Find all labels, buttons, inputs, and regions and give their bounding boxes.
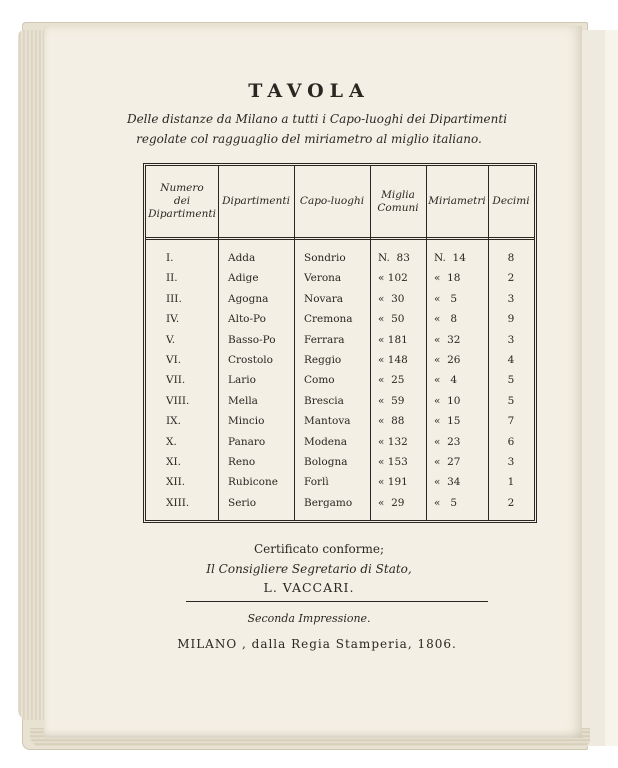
cell-miriametri: « 34 <box>434 476 461 489</box>
cell-miglia: « 191 <box>378 476 408 489</box>
signer-name: L. VACCARI. <box>263 580 355 595</box>
cell-miglia: « 50 <box>378 313 405 326</box>
cell-capo: Forlì <box>304 476 329 489</box>
cell-miglia: « 25 <box>378 374 405 387</box>
cell-decimi: 8 <box>507 252 515 264</box>
cell-decimi: 5 <box>507 374 515 387</box>
cell-dip: Alto-Po <box>228 313 266 326</box>
cell-capo: Mantova <box>304 415 351 428</box>
cell-decimi: 5 <box>507 394 515 407</box>
subtitle-line-1: Delle distanze da Milano a tutti i Capo-luoghi dei Dipartimenti <box>126 112 508 126</box>
header-dipartimenti: Dipartimenti <box>222 195 290 207</box>
cell-num: VII. <box>166 374 186 387</box>
cell-dip: Crostolo <box>228 354 273 366</box>
header-miglia: Miglia Comuni <box>377 188 419 214</box>
cell-num: VI. <box>166 354 182 366</box>
cell-decimi: 7 <box>507 415 515 428</box>
cell-miglia: « 148 <box>378 354 408 366</box>
cell-num: XIII. <box>166 496 190 509</box>
header-miriametri: Miriametri <box>428 195 486 207</box>
cell-decimi: 3 <box>507 333 515 346</box>
cell-miriametri: « 18 <box>434 272 461 285</box>
cell-miglia: « 153 <box>378 456 408 468</box>
cell-num: II. <box>166 272 178 285</box>
cell-miglia: « 59 <box>378 394 405 407</box>
header-capoluoghi: Capo-luoghi <box>299 195 365 207</box>
cell-dip: Panaro <box>228 435 266 448</box>
cell-miglia: « 132 <box>378 435 408 448</box>
cell-miriametri: « 27 <box>434 456 461 468</box>
cell-miriametri: « 5 <box>434 496 458 509</box>
cell-dip: Adda <box>228 252 256 264</box>
cell-capo: Verona <box>304 272 342 285</box>
cell-capo: Reggio <box>304 354 342 366</box>
cell-capo: Cremona <box>304 313 353 326</box>
cell-num: V. <box>166 333 176 346</box>
certification-line: Certificato conforme; <box>253 542 385 556</box>
cell-dip: Serio <box>228 496 257 509</box>
imprint-line: MILANO , dalla Regia Stamperia, 1806. <box>177 637 457 651</box>
distance-table <box>143 163 537 523</box>
cell-decimi: 3 <box>507 456 515 468</box>
cell-dip: Mella <box>228 394 258 407</box>
cell-miriametri: « 26 <box>434 354 461 366</box>
cell-dip: Adige <box>228 272 259 285</box>
cell-miglia: « 29 <box>378 496 405 509</box>
cell-capo: Modena <box>304 435 348 448</box>
impression-note: Seconda Impressione. <box>247 612 371 625</box>
cell-decimi: 3 <box>507 292 515 305</box>
cell-num: VIII. <box>166 394 190 407</box>
cell-dip: Mincio <box>228 415 265 428</box>
cell-miriametri: « 5 <box>434 292 458 305</box>
cell-capo: Sondrio <box>304 252 346 264</box>
cell-num: I. <box>166 252 174 264</box>
cell-decimi: 1 <box>507 476 515 489</box>
cell-decimi: 9 <box>507 313 515 326</box>
cell-dip: Lario <box>228 374 256 387</box>
cell-miriametri: « 15 <box>434 415 461 428</box>
cell-num: XI. <box>166 456 181 468</box>
cell-capo: Novara <box>304 292 343 305</box>
cell-num: X. <box>166 435 177 448</box>
consigliere-line: Il Consigliere Segretario di Stato, <box>206 562 412 576</box>
cell-miriametri: N. 14 <box>434 252 466 264</box>
header-numero: Numero dei Dipartimenti <box>148 182 216 220</box>
header-decimi: Decimi <box>492 195 530 207</box>
cell-num: III. <box>166 292 182 305</box>
cell-miriametri: « 4 <box>434 374 458 387</box>
cell-miriametri: « 32 <box>434 333 461 346</box>
footer-rule <box>186 601 488 602</box>
cell-decimi: 2 <box>507 496 515 509</box>
cell-dip: Reno <box>228 456 256 468</box>
cell-dip: Agogna <box>228 292 269 305</box>
cell-miglia: « 30 <box>378 292 405 305</box>
cell-capo: Ferrara <box>304 333 345 346</box>
cell-miriametri: « 23 <box>434 435 461 448</box>
cell-num: XII. <box>166 476 186 489</box>
cell-miglia: « 88 <box>378 415 405 428</box>
cell-dip: Basso-Po <box>228 333 276 346</box>
cell-miriametri: « 8 <box>434 313 458 326</box>
subtitle-line-2: regolate col ragguaglio del miriametro al miglio italiano. <box>136 132 482 146</box>
cell-capo: Como <box>304 374 335 387</box>
header-divider <box>146 237 534 240</box>
cell-decimi: 6 <box>507 435 515 448</box>
cell-decimi: 2 <box>507 272 515 285</box>
cell-capo: Bergamo <box>304 496 353 509</box>
document-title: TAVOLA <box>248 80 370 102</box>
cell-dip: Rubicone <box>228 476 278 489</box>
cell-capo: Brescia <box>304 394 344 407</box>
cell-miglia: N. 83 <box>378 252 410 264</box>
cell-miglia: « 181 <box>378 333 408 346</box>
cell-miriametri: « 10 <box>434 394 461 407</box>
cell-num: IX. <box>166 415 181 428</box>
cell-num: IV. <box>166 313 180 326</box>
cell-decimi: 4 <box>507 354 515 366</box>
cell-capo: Bologna <box>304 456 348 468</box>
cell-miglia: « 102 <box>378 272 408 285</box>
